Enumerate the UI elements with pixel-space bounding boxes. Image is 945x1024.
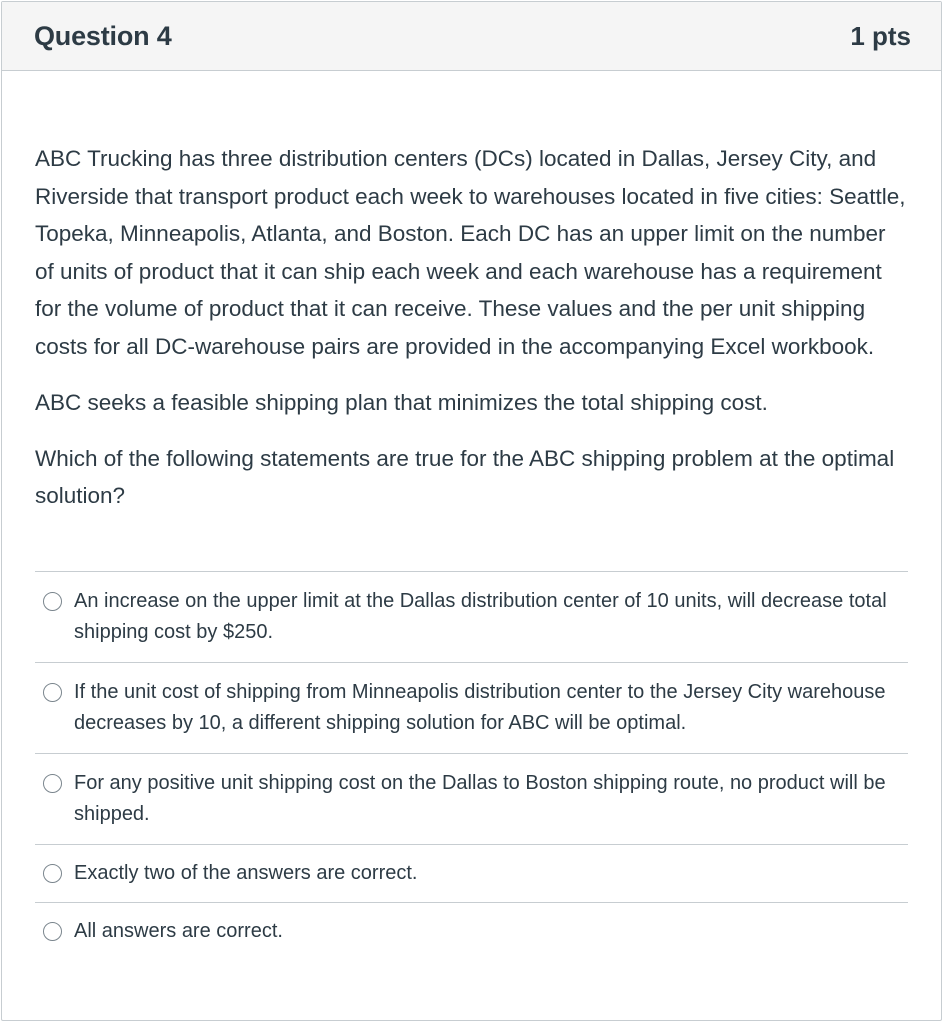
answer-label: For any positive unit shipping cost on the Dallas to Boston shipping route, no product will be shipped. xyxy=(74,771,886,825)
question-points: 1 pts xyxy=(850,20,911,51)
answer-option-2[interactable] xyxy=(35,663,908,754)
question-body xyxy=(2,71,941,960)
answer-option-1[interactable] xyxy=(35,572,908,663)
radio-button-icon[interactable] xyxy=(43,922,62,941)
answer-label: All answers are correct. xyxy=(74,919,283,942)
radio-button-icon[interactable] xyxy=(43,683,62,702)
prompt-paragraph: ABC seeks a feasible shipping plan that minimizes the total shipping cost. xyxy=(35,390,768,415)
radio-button-icon[interactable] xyxy=(43,774,62,793)
answer-list xyxy=(35,571,908,960)
radio-button-icon[interactable] xyxy=(43,864,62,883)
question-header xyxy=(2,2,941,71)
answer-option-5[interactable] xyxy=(35,903,908,960)
question-title: Question 4 xyxy=(34,20,172,51)
prompt-paragraph: Which of the following statements are true for the ABC shipping problem at the optimal solution? xyxy=(35,445,895,508)
answer-label: An increase on the upper limit at the Dallas distribution center of 10 units, will decrease total shipping cost by $250. xyxy=(74,589,887,643)
radio-button-icon[interactable] xyxy=(43,592,62,611)
answer-label: If the unit cost of shipping from Minneapolis distribution center to the Jersey City warehouse decreases by 10, a different shipping solution for ABC will be optimal. xyxy=(74,680,886,734)
answer-label: Exactly two of the answers are correct. xyxy=(74,861,418,884)
prompt-paragraph: ABC Trucking has three distribution centers (DCs) located in Dallas, Jersey City, and Riverside that transport product each week to warehouses located in five cities: Seattle, Topeka, Minneapolis, Atlanta, and Boston. Each DC has an upper limit on the number of units of product that it can ship each week and each warehouse has a requirement for the volume of product that it can receive. These values and the per unit shipping costs for all DC-warehouse pairs are provided in the accompanying Excel workbook. xyxy=(35,146,906,359)
answer-option-3[interactable] xyxy=(35,754,908,845)
question-card xyxy=(1,1,942,1021)
answer-option-4[interactable] xyxy=(35,845,908,903)
